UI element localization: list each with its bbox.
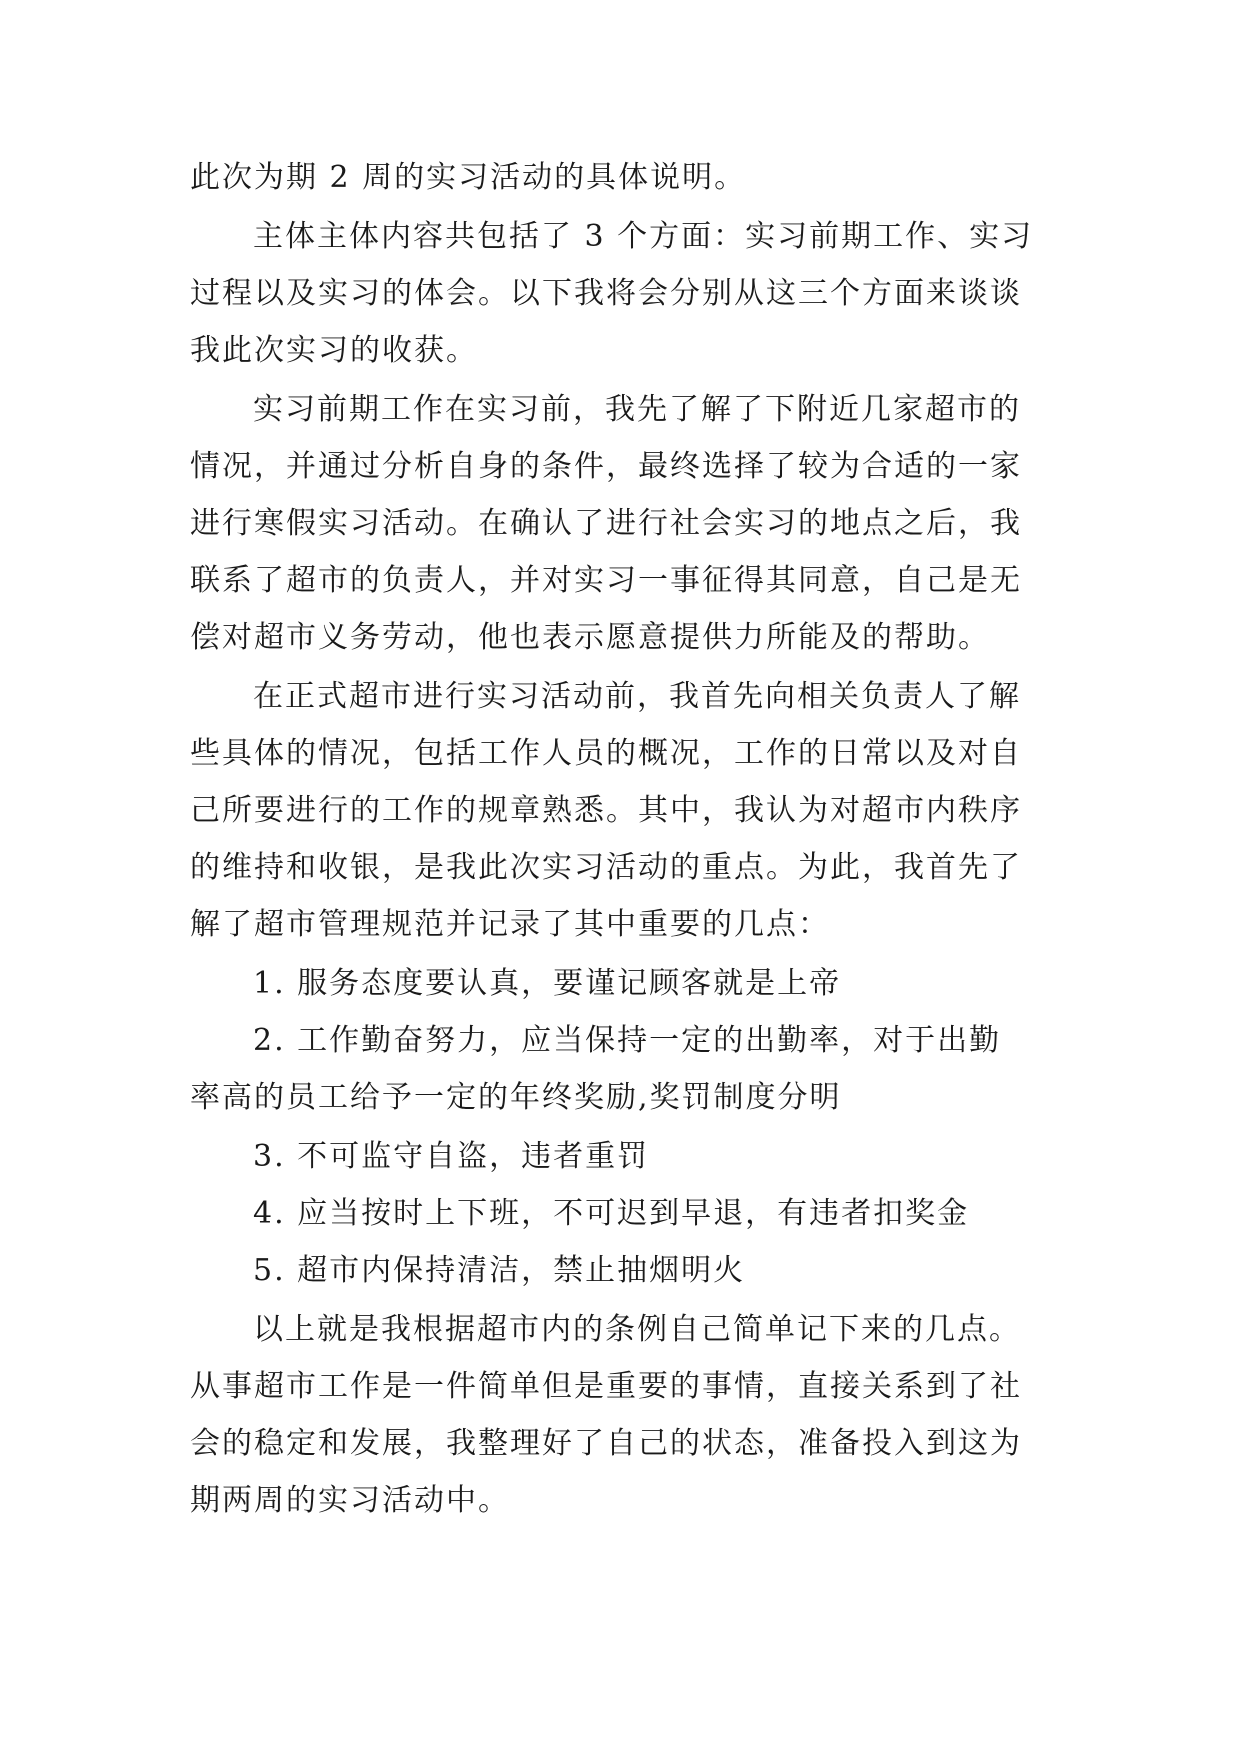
paragraph-line: 在正式超市进行实习活动前，我首先向相关负责人了解 [253, 679, 1021, 714]
list-item: 1. 服务态度要认真，要谨记顾客就是上帝 [253, 966, 842, 1001]
text-line: 情况，并通过分析自身的条件，最终选择了较为合适的一家 [190, 449, 1022, 484]
text-line: 会的稳定和发展，我整理好了自己的状态，准备投入到这为 [190, 1426, 1022, 1461]
paragraph-line: 主体主体内容共包括了 3 个方面：实习前期工作、实习 [253, 219, 1034, 254]
text-line: 的维持和收银，是我此次实习活动的重点。为此，我首先了 [190, 850, 1022, 885]
text-line: 偿对超市义务劳动，他也表示愿意提供力所能及的帮助。 [190, 620, 990, 655]
text-line: 率高的员工给予一定的年终奖励,奖罚制度分明 [190, 1080, 842, 1115]
text-line: 进行寒假实习活动。在确认了进行社会实习的地点之后，我 [190, 506, 1022, 541]
list-item: 5. 超市内保持清洁，禁止抽烟明火 [253, 1253, 746, 1288]
text-line: 期两周的实习活动中。 [190, 1483, 510, 1518]
list-item: 2. 工作勤奋努力，应当保持一定的出勤率，对于出勤 [253, 1023, 1002, 1058]
text-line: 此次为期 2 周的实习活动的具体说明。 [190, 160, 747, 195]
text-line: 己所要进行的工作的规章熟悉。其中，我认为对超市内秩序 [190, 793, 1022, 828]
text-line: 过程以及实习的体会。以下我将会分别从这三个方面来谈谈 [190, 276, 1022, 311]
paragraph-line: 实习前期工作在实习前，我先了解了下附近几家超市的 [253, 392, 1021, 427]
text-line: 我此次实习的收获。 [190, 333, 478, 368]
text-line: 解了超市管理规范并记录了其中重要的几点： [190, 907, 830, 942]
text-line: 联系了超市的负责人，并对实习一事征得其同意，自己是无 [190, 563, 1022, 598]
text-line: 从事超市工作是一件简单但是重要的事情，直接关系到了社 [190, 1369, 1022, 1404]
list-item: 4. 应当按时上下班，不可迟到早退，有违者扣奖金 [253, 1196, 970, 1231]
list-item: 3. 不可监守自盗，违者重罚 [253, 1139, 650, 1174]
paragraph-line: 以上就是我根据超市内的条例自己简单记下来的几点。 [253, 1312, 1021, 1347]
text-line: 些具体的情况，包括工作人员的概况，工作的日常以及对自 [190, 736, 1022, 771]
